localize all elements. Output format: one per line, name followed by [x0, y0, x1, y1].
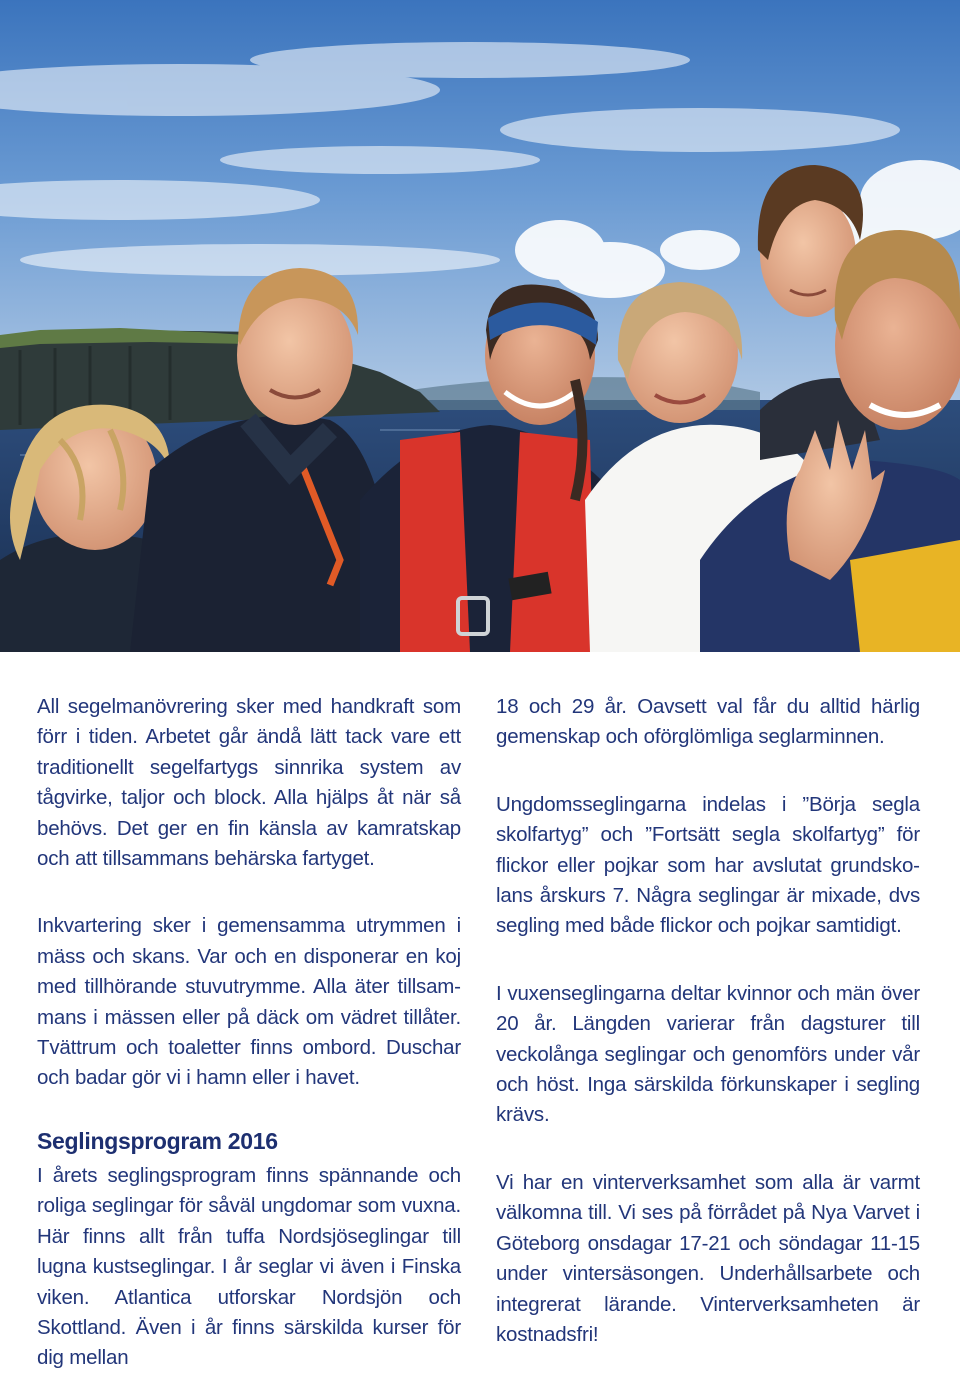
left-paragraph-1: All segelmanövrering sker med handkraft som förr i tiden. Arbetet går ändå lätt tack vare ett traditionellt segelfartygs sinnrika system av tågvirke, taljor och block. Alla hjälps åt när så behövs. Det ger en fin känsla av kamratskap och att tillsammans behärska fartyget. [37, 695, 461, 871]
left-paragraph-3: I årets seglingsprogram finns spännande och roliga seglingar för såväl ungdomar som vuxna. Här finns allt från tuffa Nordsjöseglingar till lugna kustseglingar. I år seglar vi även i Finska viken. Atlantica utforskar Nordsjön och Skottland. Även i år finns särskilda kurser för dig mellan [37, 1163, 461, 1370]
section-heading: Seglingsprogram 2016 [37, 1127, 278, 1154]
left-column [37, 692, 461, 1374]
right-paragraph-3: I vuxenseglingarna deltar kvinnor och män över 20 år. Längden varierar från dagsturer till veckolånga seglingar och genomförs under vår och höst. Inga särskilda förkunskaper i segling krävs. [496, 981, 920, 1127]
group-photo [0, 0, 960, 652]
group-photo-illustration [0, 0, 960, 652]
right-paragraph-1: 18 och 29 år. Oavsett val får du alltid härlig gemenskap och oförglömliga seglarminnen. [496, 695, 920, 749]
right-paragraph-2: Ungdomsseglingarna indelas i ”Börja segla skolfartyg” och ”Fortsätt segla skolfartyg” för flickor eller pojkar som har avslutat grundskolans årskurs 7. Några seglingar är mixade, dvs segling med både flickor och pojkar samtidigt. [496, 792, 920, 938]
right-paragraph-4: Vi har en vinterverksamhet som alla är varmt välkomna till. Vi ses på förrådet på Nya Varvet i Göteborg onsdagar 17-21 och söndagar 11-15 under vintersäsongen. Underhållsarbete och integrerat lärande. Vinterverksamheten är kostnadsfri! [496, 1170, 920, 1346]
left-paragraph-2: Inkvartering sker i gemensamma utrymmen i mäss och skans. Var och en disponerar en koj med tillhörande stuvutrymme. Alla äter tillsammans i mässen eller på däck om vädret tillåter. Tvättrum och toaletter finns ombord. Duschar och badar gör vi i hamn eller i havet. [37, 914, 461, 1090]
right-column [496, 692, 920, 1350]
